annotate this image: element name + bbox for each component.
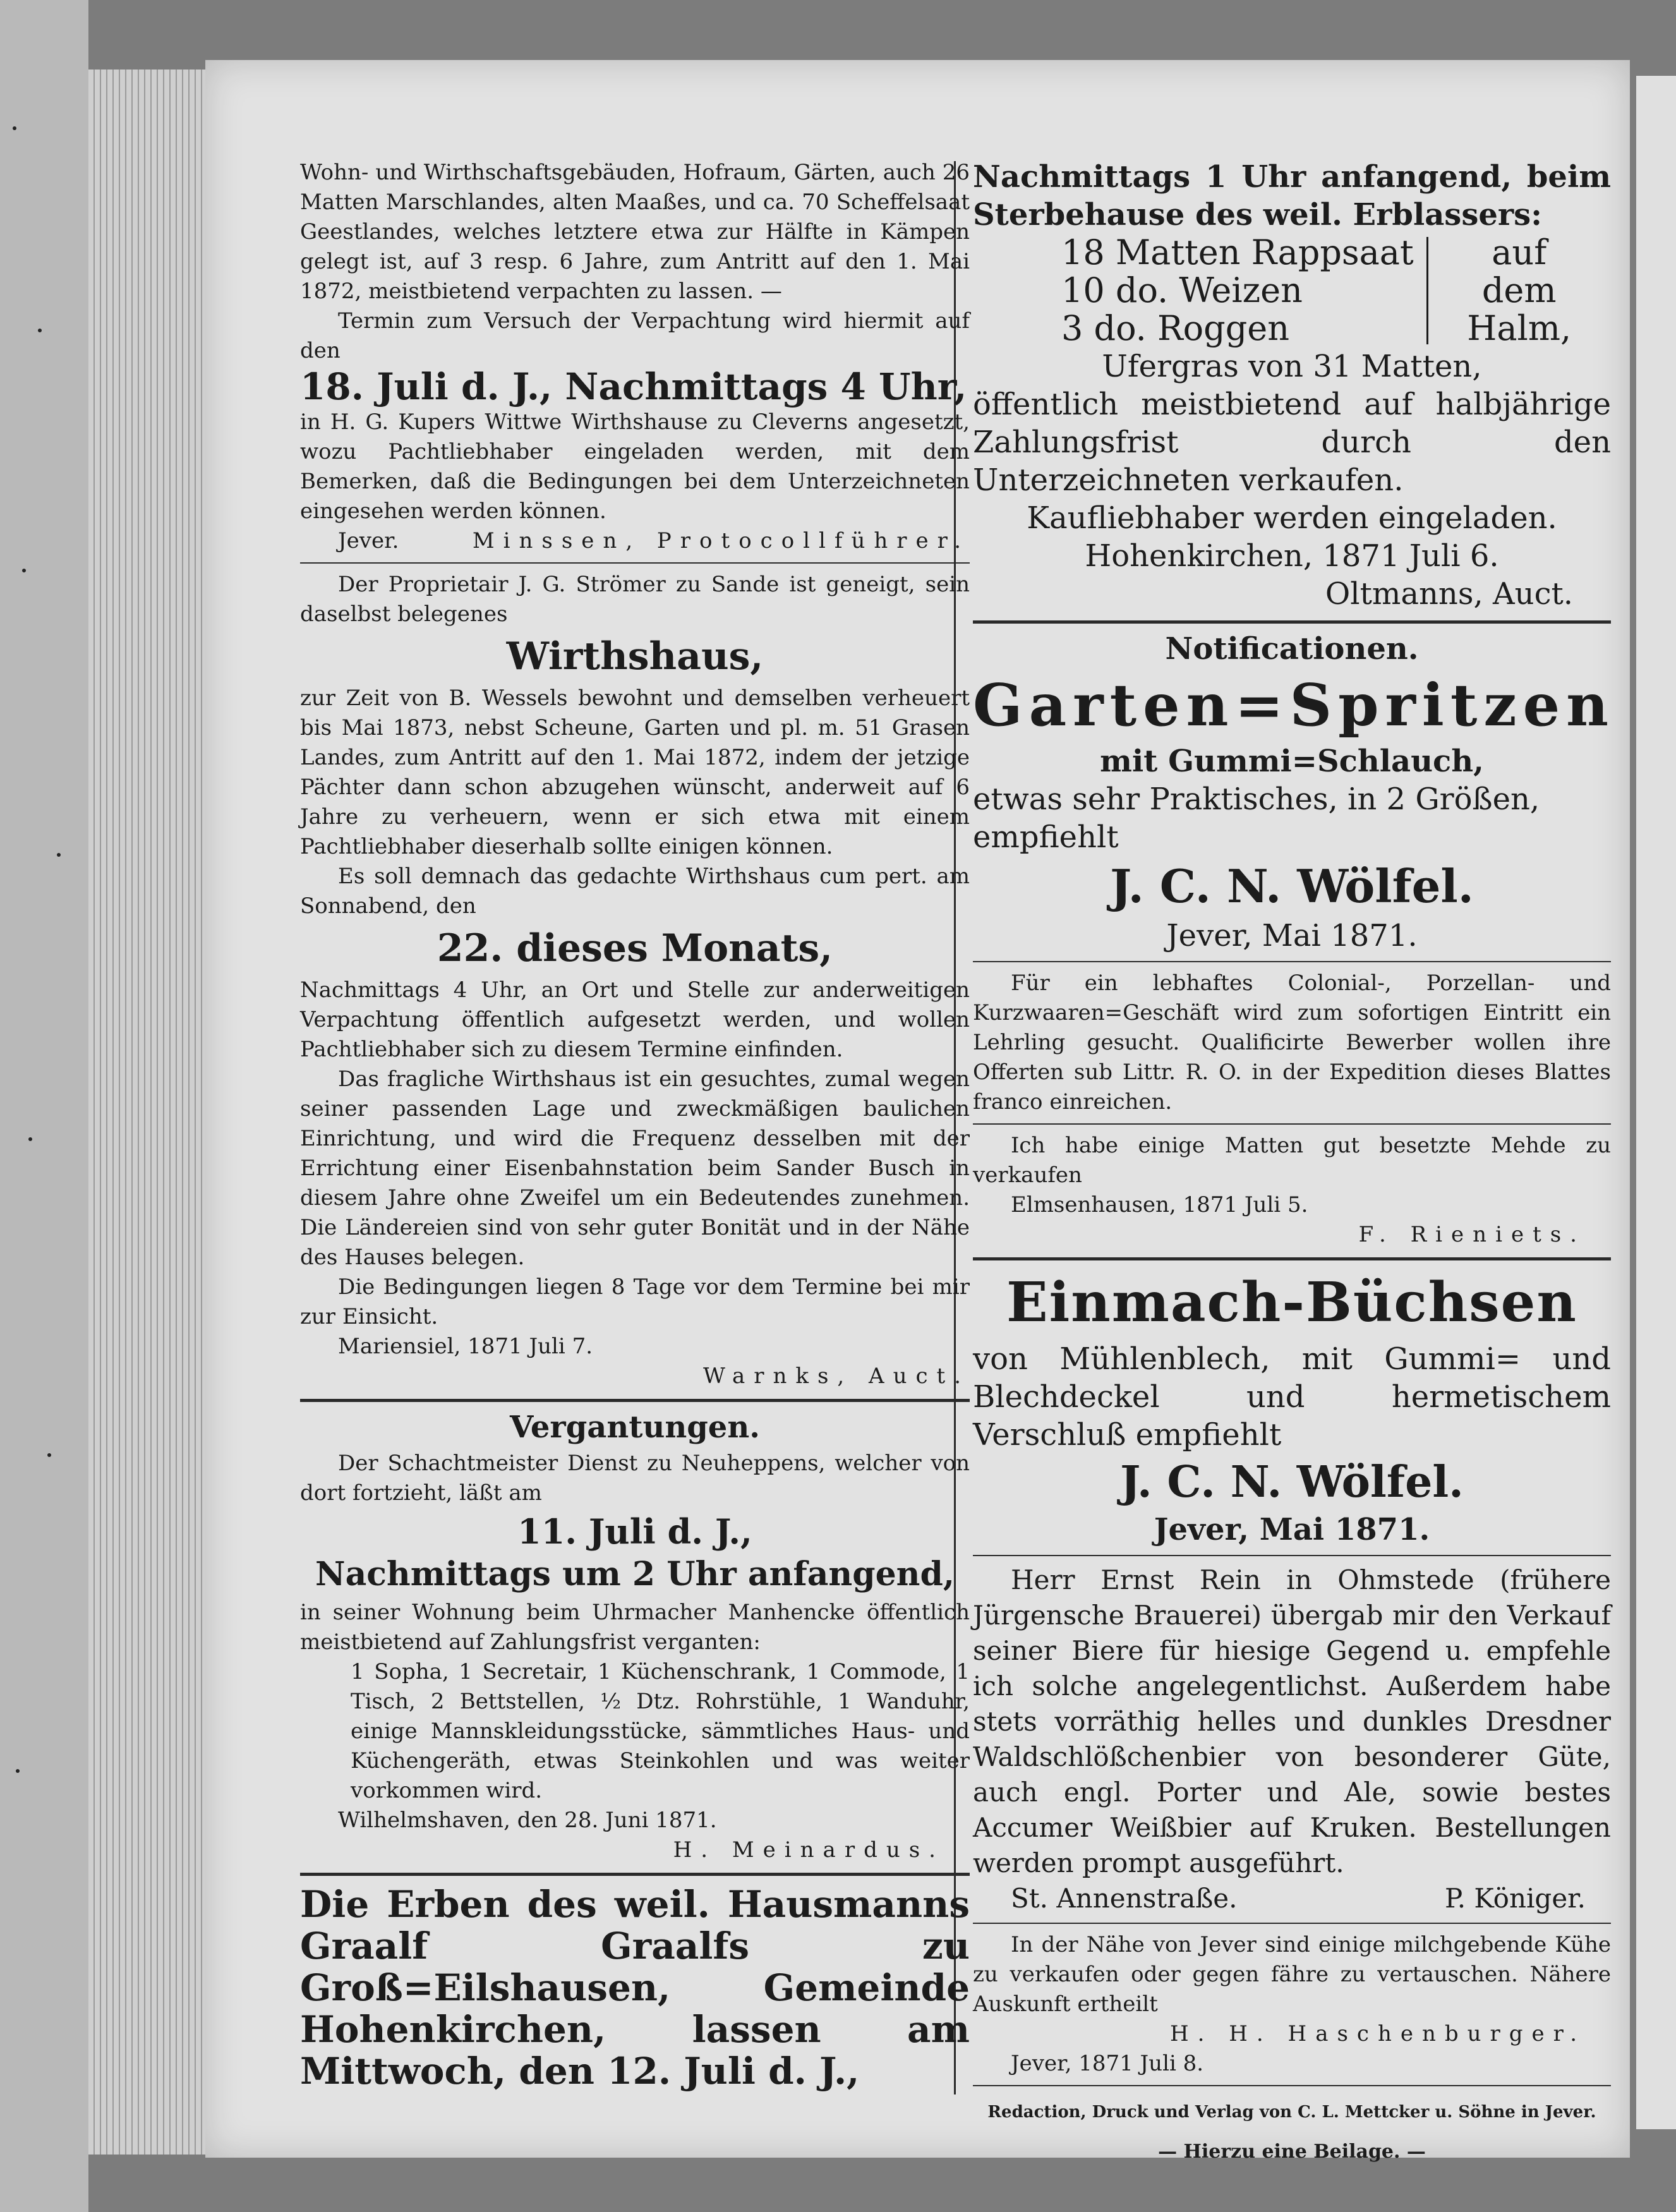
vergantung-signature: H. Meinardus. (673, 1837, 944, 1863)
kuehe-notice: In der Nähe von Jever sind einige milchgebende Kühe zu verkaufen oder gegen fähre zu vertauschen. Nähere Auskunft ertheilt (973, 1932, 1611, 2017)
ink-speck (57, 853, 61, 857)
section-notificationen: Notificationen. (1165, 631, 1419, 667)
beilage-note: — Hierzu eine Beilage. — (1158, 2141, 1426, 2163)
vergantung-items: 1 Sopha, 1 Secretair, 1 Küchenschrank, 1 Commode, 1 Tisch, 2 Bettstellen, ½ Dtz. Rohrstühle, 1 Wanduhr, einige Mannskleidungsstücke, sämmtliches Haus- und Küchengeräth, etwas Steinkohlen und was weiter vorkommen wird. (351, 1659, 970, 1803)
matten-place-date: Elmsenhausen, 1871 Juli 5. (1011, 1192, 1308, 1218)
crop-weizen: 10 do. Weizen (1061, 270, 1303, 310)
ink-speck (47, 1453, 51, 1457)
einmach-body: von Mühlenblech, mit Gummi= und Blechdeckel und hermetischem Verschluß empfiehlt (973, 1341, 1611, 1453)
ink-speck (28, 1137, 32, 1141)
imprint: Redaction, Druck und Verlag von C. L. Mettcker u. Söhne in Jever. (987, 2103, 1596, 2122)
newspaper-page (205, 60, 1630, 2163)
stroemer-conditions: Die Bedingungen liegen 8 Tage vor dem Termine bei mir zur Einsicht. (300, 1274, 970, 1329)
kauf-place-date: Hohenkirchen, 1871 Juli 6. (1085, 538, 1499, 574)
right-column (973, 158, 1615, 2182)
matten-notice: Ich habe einige Matten gut besetzte Mehde zu verkaufen (973, 1133, 1611, 1188)
crop-list (1061, 234, 1611, 348)
stroemer-signature: Warnks, Auct. (702, 1363, 970, 1389)
garten-subtitle: mit Gummi=Schlauch, (1100, 744, 1484, 779)
woelfel-signature-2: J. C. N. Wölfel. (1120, 1457, 1464, 1508)
stroemer-soll: Es soll demnach das gedachte Wirthshaus cum pert. am Sonnabend, den (300, 864, 970, 919)
brace (1426, 237, 1437, 344)
kuehe-place-date: Jever, 1871 Juli 8. (1011, 2051, 1204, 2076)
divider (973, 1923, 1611, 1924)
ink-speck (22, 569, 26, 572)
stroemer-date: 22. dieses Monats, (437, 926, 833, 970)
divider (300, 1873, 970, 1876)
divider (300, 562, 970, 564)
jever-date-2: Jever, Mai 1871. (1154, 1512, 1430, 1547)
divider (973, 620, 1611, 624)
erben-continuation: Nachmittags 1 Uhr anfangend, beim Sterbehause des weil. Erblassers: (973, 159, 1611, 233)
divider (973, 1123, 1611, 1125)
bier-signature: St. Annenstraße. P. Königer. (1011, 1883, 1586, 1914)
lease-termin: Termin zum Versuch der Verpachtung wird hiermit auf den (300, 308, 970, 363)
vergantung-date: 11. Juli d. J., (517, 1511, 752, 1552)
divider (973, 1555, 1611, 1556)
matten-signature: F. Rieniets. (1358, 1222, 1586, 1247)
garten-body: etwas sehr Praktisches, in 2 Größen, empfiehlt (973, 782, 1540, 855)
divider (973, 2085, 1611, 2086)
section-vergantungen: Vergantungen. (510, 1410, 760, 1445)
left-column (300, 158, 970, 2092)
lease-signature: Jever. Minssen, Protocollführer. (338, 528, 970, 553)
divider (973, 961, 1611, 962)
stroemer-place-date: Mariensiel, 1871 Juli 7. (338, 1334, 593, 1359)
divider (973, 1257, 1611, 1260)
garten-spritzen-heading: Garten=Spritzen (973, 671, 1615, 739)
divider (300, 1399, 970, 1402)
stroemer-body: zur Zeit von B. Wessels bewohnt und demselben verheuert bis Mai 1873, nebst Scheune, Garten und pl. m. 51 Grasen Landes, zum Antritt auf den 1. Mai 1872, indem der jetzige Pächter dann schon abzugehen wünscht, anderweit auf 6 Jahre zu verheuern, wenn er sich etwa mit einem Pachtliebhaber dieserhalb sollte einigen können. (300, 686, 970, 859)
lehrling-notice: Für ein lebhaftes Colonial-, Porzellan- und Kurzwaaren=Geschäft wird zum sofortigen Eintritt ein Lehrling gesucht. Qualificirte Bewerber wollen ihre Offerten sub Littr. R. O. in der Expedition dieses Blattes franco einreichen. (973, 970, 1611, 1115)
ufergras-body: öffentlich meistbietend auf halbjährige Zahlungsfrist durch den Unterzeichneten verkaufen. (973, 387, 1611, 498)
book-page-edges (88, 70, 208, 2155)
lease-date: 18. Juli d. J., Nachmittags 4 Uhr, (300, 365, 967, 408)
lease-place: in H. G. Kupers Wittwe Wirthshause zu Cleverns angesetzt, wozu Pachtliebhaber eingeladen werden, mit dem Bemerken, daß die Bedingungen bei dem Unterzeichneten eingesehen werden können. (300, 409, 970, 524)
next-page-edge (1636, 76, 1676, 2129)
erben-announcement: Die Erben des weil. Hausmanns Graalf Graalfs zu Groß=Eilshausen, Gemeinde Hohenkirchen, lassen am Mittwoch, den 12. Juli d. J., (300, 1883, 970, 2093)
stroemer-description: Das fragliche Wirthshaus ist ein gesuchtes, zumal wegen seiner passenden Lage und zweckmäßigen baulichen Einrichtung, und wird die Frequenz desselben mit der Errichtung einer Eisenbahnstation beim Sander Busch in diesem Jahre ohne Zweifel um ein Bedeutendes zunehmen. Die Ländereien sind von sehr guter Bonität und in der Nähe des Hauses belegen. (300, 1067, 970, 1270)
crop-rappsaat: 18 Matten Rappsaat (1061, 233, 1414, 272)
vergantung-intro: Der Schachtmeister Dienst zu Neuheppens, welcher von dort fortzieht, läßt am (300, 1451, 970, 1506)
stroemer-verpachtung: Nachmittags 4 Uhr, an Ort und Stelle zur anderweitigen Verpachtung öffentlich aufgesetzt werden, und wollen Pachtliebhaber sich zu diesem Termine einfinden. (300, 977, 970, 1062)
scan-background-edge (0, 0, 88, 2212)
bier-notice: Herr Ernst Rein in Ohmstede (frühere Jürgensche Brauerei) übergab mir den Verkauf seiner Biere für hiesige Gegend u. empfehle ich solche angelegentlichst. Außerdem habe stets vorräthig helles und dunkles Dresdner Waldschlößchenbier von besonderer Güte, auch engl. Porter und Ale, sowie bestes Accumer Weißbier auf Kruken. Bestellungen werden prompt ausgeführt. (973, 1564, 1611, 1878)
woelfel-signature-1: J. C. N. Wölfel. (1110, 859, 1474, 913)
kauf-signature: Oltmanns, Auct. (1325, 576, 1573, 612)
vergantung-body: in seiner Wohnung beim Uhrmacher Manhencke öffentlich meistbietend auf Zahlungsfrist verganten: (300, 1600, 970, 1655)
vergantung-place: Wilhelmshaven, den 28. Juni 1871. (338, 1808, 717, 1833)
ink-speck (13, 126, 16, 130)
kuehe-signature: H. H. Haschenburger. (1170, 2021, 1586, 2046)
ufergras: Ufergras von 31 Matten, (1102, 349, 1482, 384)
jever-date-1: Jever, Mai 1871. (1166, 918, 1418, 953)
crop-roggen: 3 do. Roggen (1061, 308, 1290, 348)
lease-intro: Wohn- und Wirthschaftsgebäuden, Hofraum, Gärten, auch 26 Matten Marschlandes, alten Maaßes, und ca. 70 Scheffelsaat Geestlandes, welches letztere etwa zur Hälfte in Kämpen gelegt ist, auf 3 resp. 6 Jahre, zum Antritt auf den 1. Mai 1872, meistbietend verpachten zu lassen. — (300, 160, 970, 304)
stroemer-intro: Der Proprietair J. G. Strömer zu Sande ist geneigt, sein daselbst belegenes (300, 572, 970, 627)
kaufliebhaber: Kaufliebhaber werden eingeladen. (1027, 500, 1557, 536)
auf-dem-halm: auf dem Halm, (1467, 233, 1572, 348)
einmach-heading: Einmach-Büchsen (1006, 1271, 1577, 1334)
vergantung-time: Nachmittags um 2 Uhr anfangend, (315, 1555, 955, 1593)
ink-speck (38, 329, 42, 332)
ink-speck (16, 1769, 20, 1773)
wirthshaus-heading: Wirthshaus, (506, 634, 764, 679)
